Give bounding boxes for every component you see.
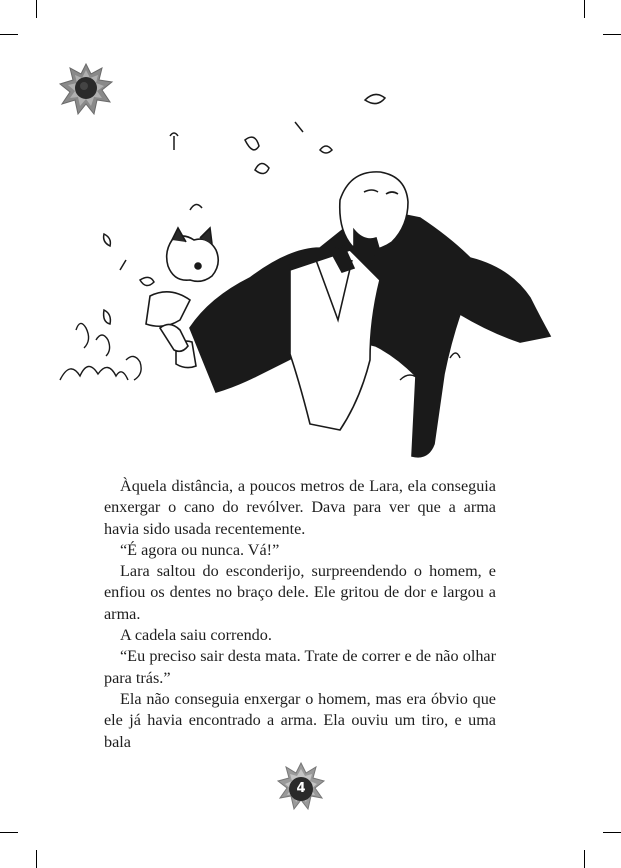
paragraph: “Eu preciso sair desta mata. Trate de correr e de não olhar para trás.” — [104, 647, 496, 687]
crop-mark — [603, 832, 621, 833]
paragraph: Ela não conseguia enxergar o homem, mas era óbvio que ele já havia encontrado a arma. Ela ouviu um tiro, e uma bala — [104, 689, 496, 751]
paragraph: “É agora ou nunca. Vá!” — [120, 540, 280, 559]
illustration — [40, 60, 580, 460]
crop-mark — [0, 34, 18, 35]
crop-mark — [584, 850, 585, 868]
paragraph: Lara saltou do esconderijo, surpreendendo o homem, e enfiou os dentes no braço dele. Ele gritou de dor e largou a arma. — [104, 562, 496, 623]
paragraph: Àquela distância, a poucos metros de Lara, ela conseguia enxergar o cano do revólver. Dava para ver que a arma havia sido usada recentemente. — [104, 477, 496, 538]
crop-mark — [584, 0, 585, 18]
crop-mark — [603, 34, 621, 35]
paragraph: A cadela saiu correndo. — [120, 626, 272, 645]
man-figure — [160, 172, 550, 457]
crop-mark — [36, 850, 37, 868]
body-text — [104, 476, 496, 753]
page-number-badge — [276, 761, 326, 813]
page-number: 4 — [296, 781, 306, 796]
crop-mark — [36, 0, 37, 18]
crop-mark — [0, 832, 18, 833]
